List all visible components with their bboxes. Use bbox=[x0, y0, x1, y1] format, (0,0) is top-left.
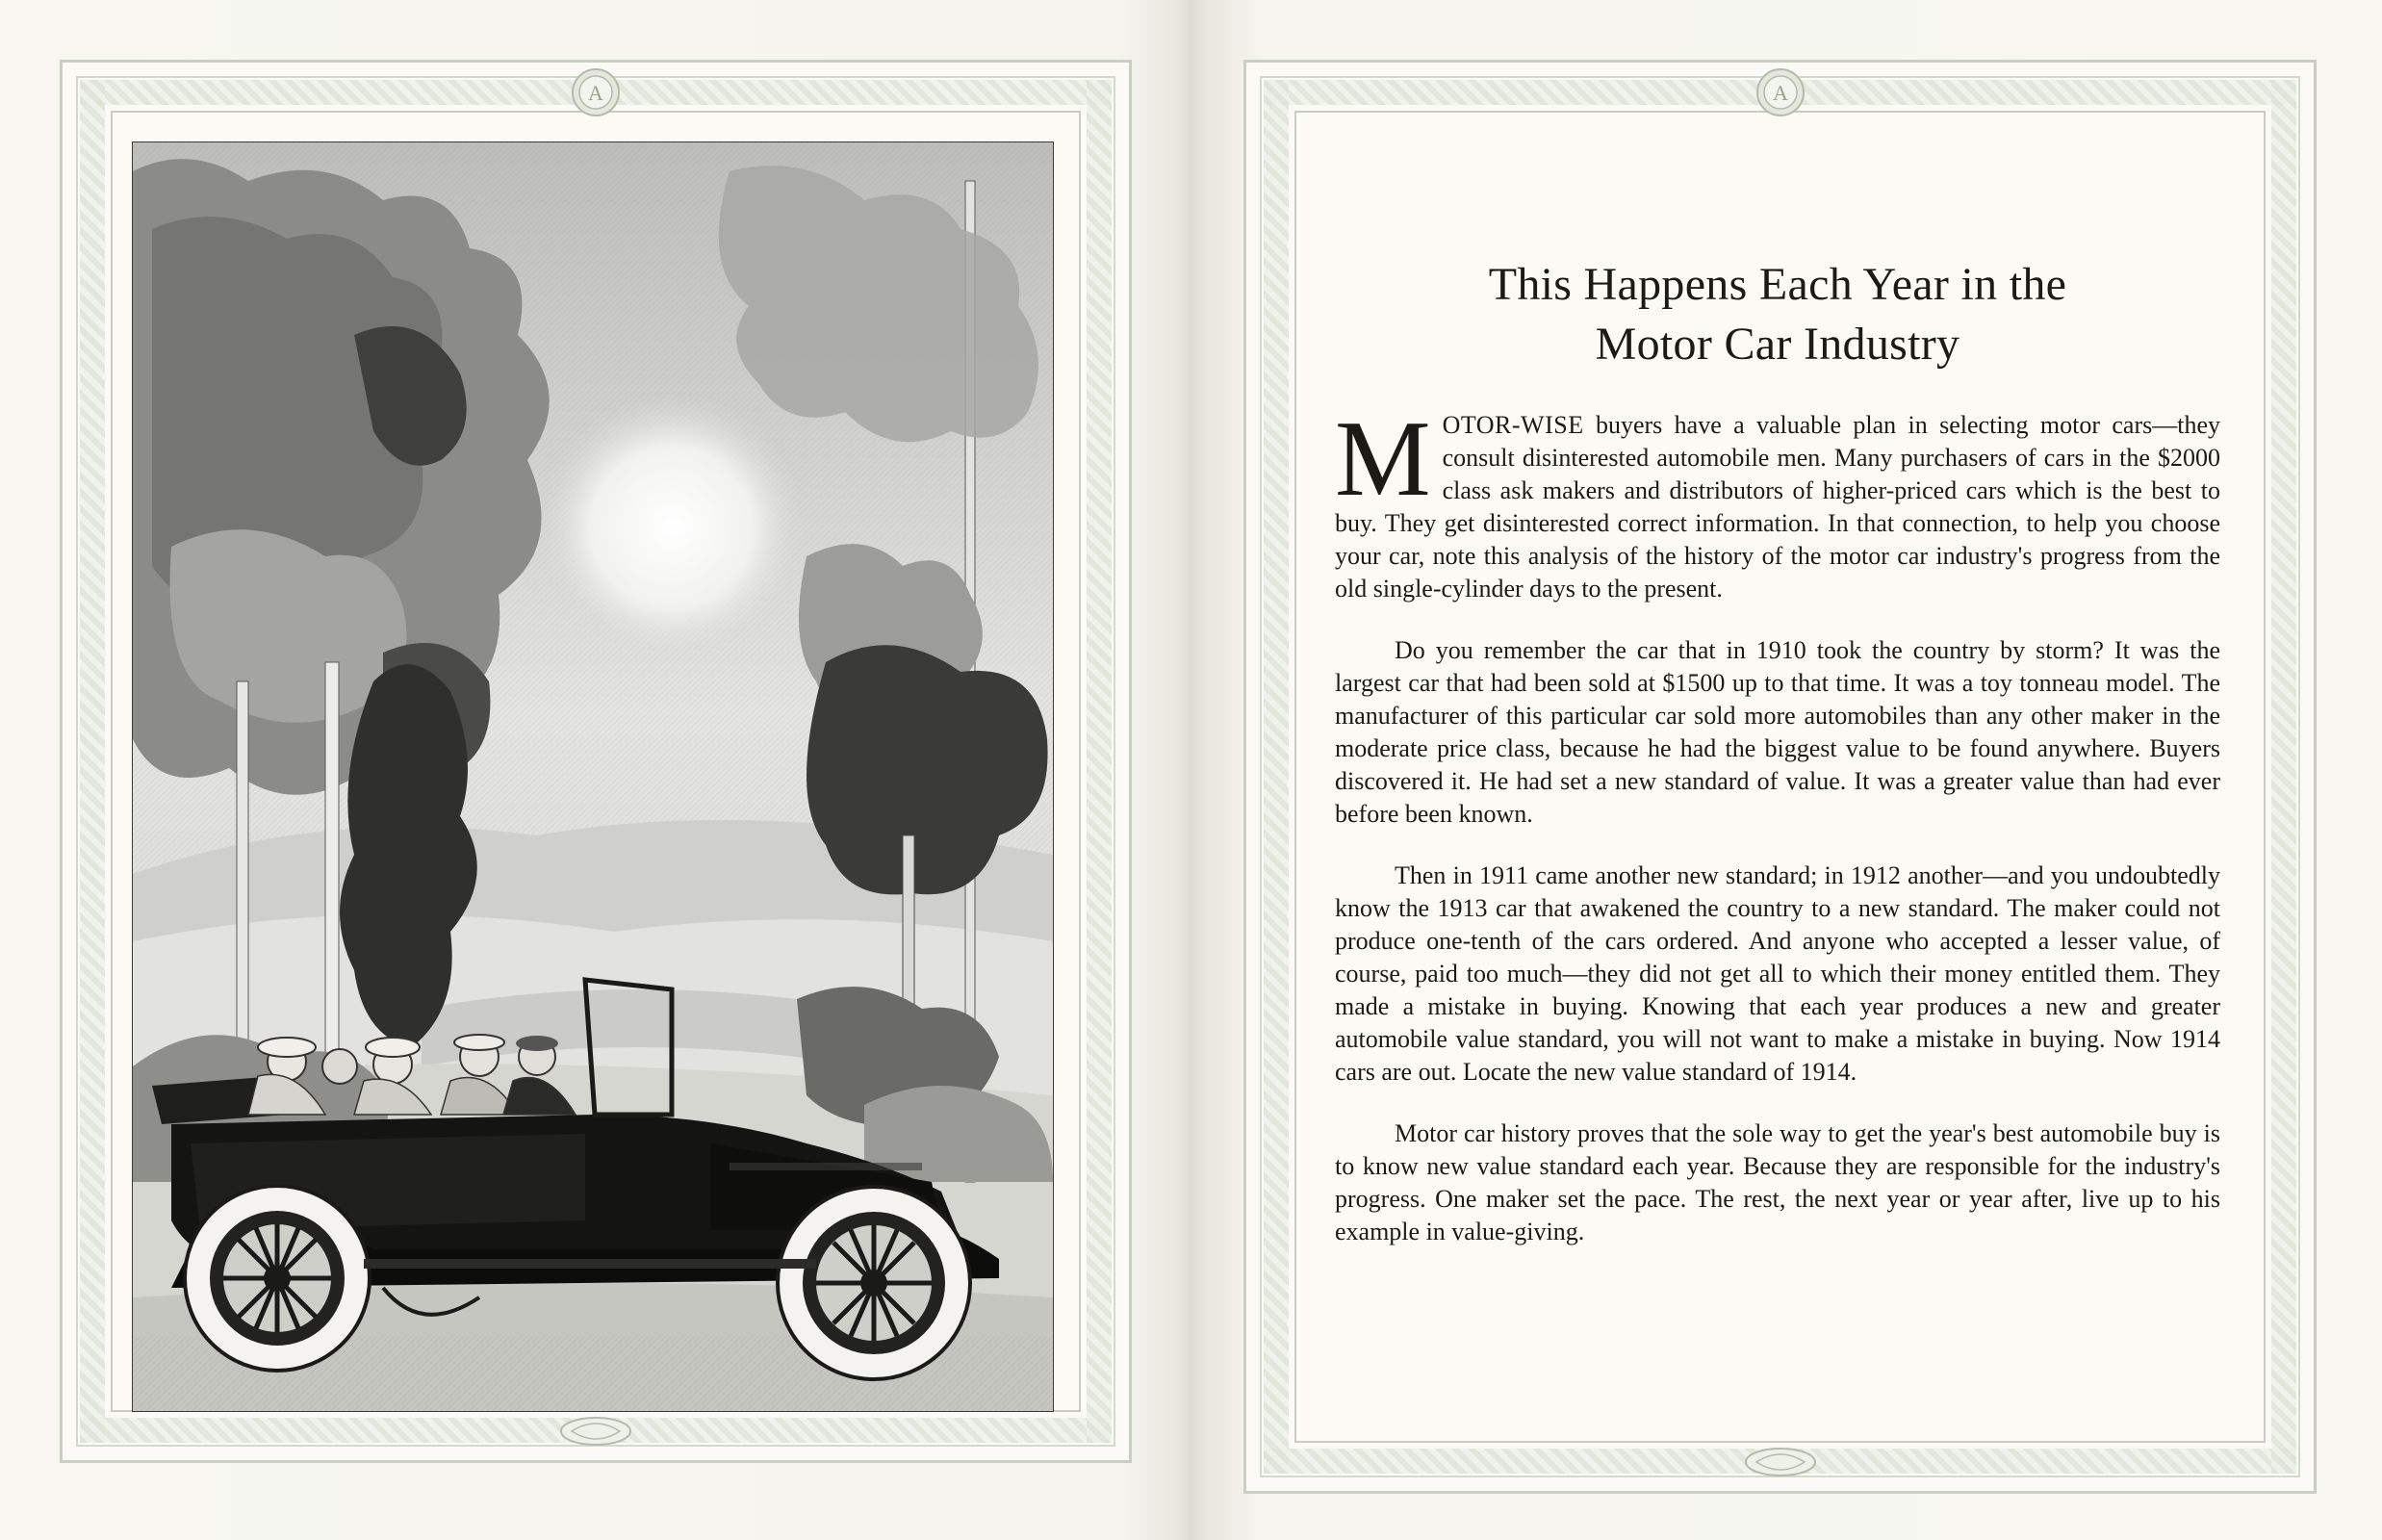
paragraph-1-text: buyers have a valuable plan in selecting motor cars—they consult disinterested automobile men. Many purchasers of cars in the $2000 class ask makers and distributors of higher-priced cars which is the best to buy. They get disinterested correct information. In that connection, to help you choose your car, note this analysis of the history of the motor car industry's progress from the old single-cylinder days to the present. bbox=[1335, 411, 2220, 603]
left-page bbox=[0, 0, 1186, 1540]
rear-wheel bbox=[185, 1186, 370, 1371]
crest-letter: A bbox=[1772, 81, 1788, 105]
border-band-left bbox=[1264, 80, 1289, 1474]
page-title bbox=[1335, 255, 2220, 374]
title-line-1: This Happens Each Year in the bbox=[1488, 259, 2067, 310]
illustration-scene bbox=[133, 142, 1053, 1411]
paragraph-2: Do you remember the car that in 1910 took the country by storm? It was the largest car that had been sold at $1500 up to that time. It was a toy tonneau model. The manufacturer of this particular car sold more automobiles than any other maker in the moderate price class, because he had the biggest value to be found anywhere. Buyers discovered it. He had set a new standard of value. It was a greater value than had ever before been known. bbox=[1335, 636, 2220, 828]
border-band-left bbox=[80, 80, 105, 1443]
article-body bbox=[1335, 255, 2220, 1277]
front-wheel bbox=[778, 1187, 970, 1379]
crest-emblem-icon bbox=[1754, 66, 1806, 118]
title-line-2: Motor Car Industry bbox=[1595, 319, 1960, 370]
border-band-right bbox=[2271, 80, 2296, 1474]
crest-letter: A bbox=[588, 81, 603, 105]
bottom-ornament-icon bbox=[552, 1412, 639, 1450]
paragraph-4: Motor car history proves that the sole way to get the year's best automobile buy is to know new value standard each year. Because they are responsible for the industry's progress. One maker set the pace. The rest, the next year or year after, live up to his example in value-giving. bbox=[1335, 1119, 2220, 1245]
left-page-border bbox=[60, 60, 1132, 1463]
drop-cap: M bbox=[1335, 399, 1431, 519]
crest-emblem-icon bbox=[570, 66, 622, 118]
paragraph-1 bbox=[1335, 399, 2220, 605]
paragraph-1-lead: OTOR-WISE bbox=[1442, 411, 1584, 439]
paragraph-3: Then in 1911 came another new standard; in 1912 another—and you undoubtedly know the 1913 car that awakened the country to a new standard. The maker could not produce one-tenth of the cars ordered. And anyone who accepted a lesser value, of course, paid too much—they did not get all to which their money entitled them. They made a mistake in buying. Knowing that each year produces a new and greater automobile value standard, you will not want to make a mistake in buying. Now 1914 cars are out. Locate the new value standard of 1914. bbox=[1335, 861, 2220, 1086]
touring-car-illustration bbox=[132, 141, 1054, 1412]
right-page-border bbox=[1243, 60, 2317, 1494]
right-page bbox=[1196, 0, 2382, 1540]
border-band-right bbox=[1087, 80, 1112, 1443]
bottom-ornament-icon bbox=[1737, 1443, 1824, 1481]
